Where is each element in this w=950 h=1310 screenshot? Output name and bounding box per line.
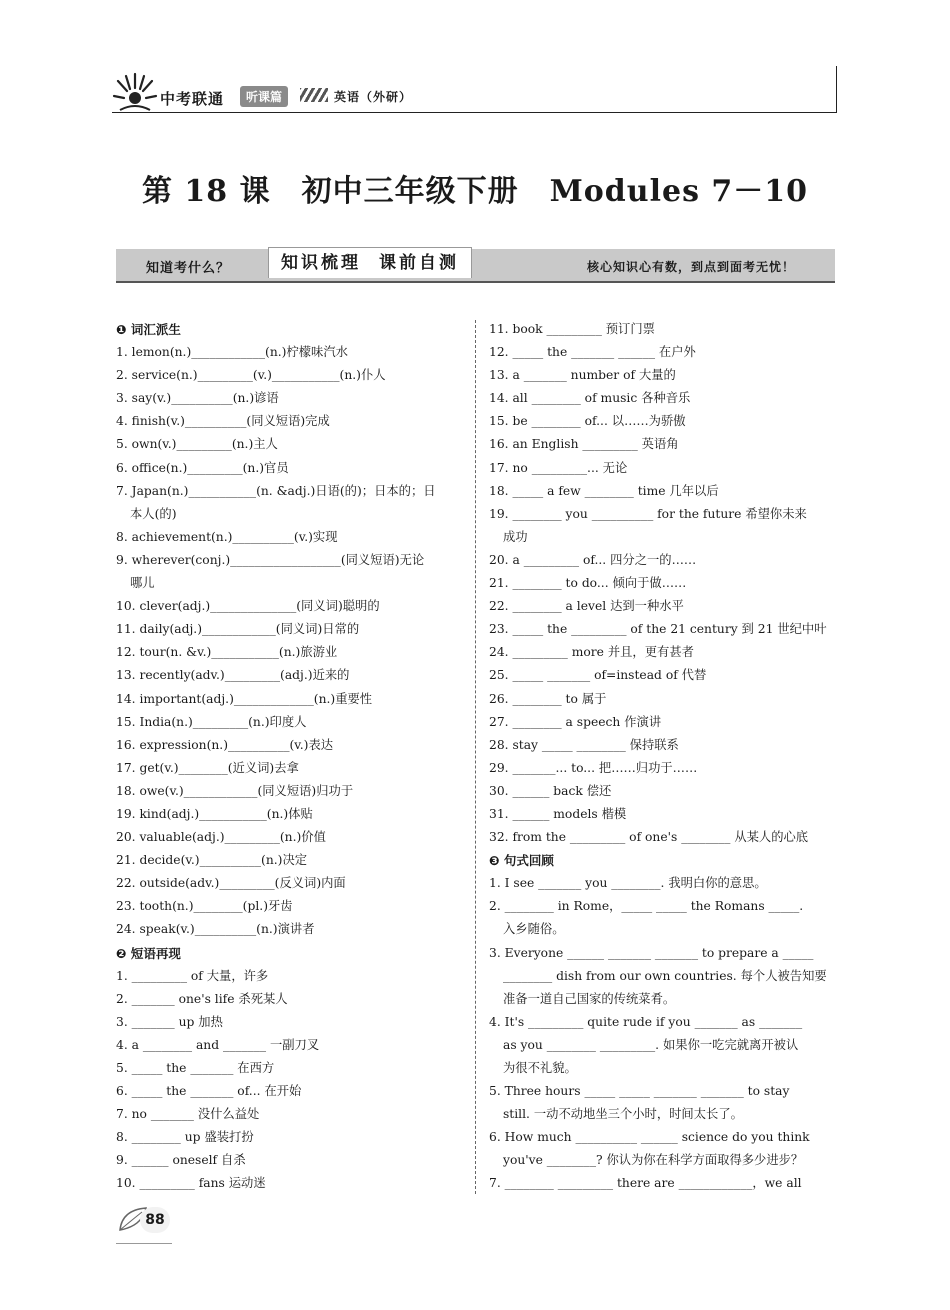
exercise-line: 8. achievement(n.)__________(v.)实现 bbox=[116, 529, 338, 544]
exercise-line: 10. clever(adj.)______________(同义词)聪明的 bbox=[116, 599, 380, 614]
footer-rule bbox=[116, 1243, 172, 1244]
exercise-line: 准备一道自己国家的传统菜肴。 bbox=[503, 991, 676, 1006]
exercise-line: 19. ________ you __________ for the future 希望你未来 bbox=[489, 506, 807, 521]
exercise-line: 19. kind(adj.)___________(n.)体贴 bbox=[116, 806, 313, 821]
section-band bbox=[116, 249, 835, 283]
exercise-line: 1. I see _______ you ________. 我明白你的意思。 bbox=[489, 876, 767, 891]
exercise-line: 5. Three hours _____ _____ _______ _______ to stay bbox=[489, 1084, 790, 1099]
exercise-line: 17. no _________... 无论 bbox=[489, 460, 628, 475]
exercise-line: 15. be ________ of... 以……为骄傲 bbox=[489, 414, 686, 429]
exercise-line: 28. stay _____ ________ 保持联系 bbox=[489, 737, 679, 752]
exercise-line: 6. _____ the _______ of... 在开始 bbox=[116, 1084, 302, 1099]
exercise-line: 7. ________ _________ there are ____________，we all bbox=[489, 1176, 802, 1191]
page-header bbox=[112, 66, 837, 118]
exercise-line: 11. book _________ 预订门票 bbox=[489, 322, 655, 336]
exercise-line: 22. ________ a level 达到一种水平 bbox=[489, 599, 684, 614]
exercise-line: 11. daily(adj.)____________(同义词)日常的 bbox=[116, 622, 360, 637]
header-rule bbox=[112, 112, 837, 113]
exercise-line: 为很不礼貌。 bbox=[503, 1061, 577, 1075]
exercise-line: 18. owe(v.)____________(同义短语)归功于 bbox=[116, 783, 354, 798]
exercise-line: 20. a _________ of... 四分之一的…… bbox=[489, 552, 697, 567]
sun-logo-icon bbox=[112, 68, 158, 114]
series-badge: 听课篇 bbox=[240, 86, 288, 107]
page-number: 88 bbox=[140, 1207, 170, 1233]
exercise-line: 9. ______ oneself 自杀 bbox=[116, 1153, 246, 1168]
exercise-line: 13. a _______ number of 大量的 bbox=[489, 368, 676, 383]
exercise-line: 12. tour(n. &v.)___________(n.)旅游业 bbox=[116, 645, 338, 660]
exercise-line: 6. How much __________ ______ science do you think bbox=[489, 1130, 810, 1145]
exercise-line: 5. _____ the _______ 在西方 bbox=[116, 1061, 275, 1075]
exercise-line: 2. service(n.)_________(v.)___________(n.)仆人 bbox=[116, 368, 386, 383]
exercise-line: 10. _________ fans 运动迷 bbox=[116, 1176, 266, 1191]
section-heading: ❸ 句式回顾 bbox=[489, 853, 554, 869]
exercise-line: 4. finish(v.)__________(同义短语)完成 bbox=[116, 414, 330, 429]
exercise-line: 4. It's _________ quite rude if you _______ as _______ bbox=[489, 1014, 803, 1029]
exercise-line: 23. _____ the _________ of the 21 century 到 21 世纪中叶 bbox=[489, 622, 827, 637]
exercise-line: 本人(的) bbox=[130, 506, 177, 521]
exercise-line: 入乡随俗。 bbox=[503, 922, 565, 937]
exercise-line: 3. Everyone ______ _______ _______ to prepare a _____ bbox=[489, 945, 814, 960]
header-corner-line bbox=[836, 66, 837, 112]
exercise-line: 7. no _______ 没什么益处 bbox=[116, 1107, 260, 1122]
subject-label: 英语（外研） bbox=[334, 90, 413, 104]
exercise-line: 5. own(v.)_________(n.)主人 bbox=[116, 437, 278, 452]
exercise-line: 29. _______... to... 把……归功于…… bbox=[489, 760, 698, 775]
band-left-text: 知道考什么？ bbox=[146, 261, 231, 276]
column-divider bbox=[475, 320, 476, 1194]
brand-name: 中考联通 bbox=[160, 90, 225, 108]
exercise-line: 23. tooth(n.)________(pl.)牙齿 bbox=[116, 899, 293, 914]
exercise-line: 8. ________ up 盛装打扮 bbox=[116, 1130, 254, 1145]
band-right-text: 核心知识心有数，到点到面考无忧！ bbox=[586, 260, 795, 274]
exercise-line: 1. lemon(n.)____________(n.)柠檬味汽水 bbox=[116, 345, 348, 360]
exercise-line: 成功 bbox=[503, 529, 528, 544]
exercise-line: 2. _______ one's life 杀死某人 bbox=[116, 991, 288, 1006]
exercise-line: 9. wherever(conj.)__________________(同义短语)无论 bbox=[116, 552, 425, 567]
band-center-a: 知识梳理 bbox=[281, 253, 361, 273]
exercise-line: 18. _____ a few ________ time 几年以后 bbox=[489, 483, 719, 498]
exercise-line: 22. outside(adv.)_________(反义词)内面 bbox=[116, 876, 346, 891]
exercise-line: 20. valuable(adj.)_________(n.)价值 bbox=[116, 830, 326, 845]
exercise-line: 14. important(adj.)_____________(n.)重要性 bbox=[116, 691, 373, 706]
exercise-line: 2. ________ in Rome，_____ _____ the Romans _____. bbox=[489, 899, 804, 914]
exercise-line: 32. from the _________ of one's ________ 从某人的心底 bbox=[489, 830, 809, 845]
exercise-line: 1. _________ of 大量，许多 bbox=[116, 968, 269, 983]
exercise-line: 24. speak(v.)__________(n.)演讲者 bbox=[116, 922, 315, 937]
exercise-line: 31. ______ models 楷模 bbox=[489, 806, 627, 821]
exercise-line: 7. Japan(n.)___________(n. &adj.)日语(的)；日本的；日 bbox=[116, 483, 436, 498]
exercise-line: 14. all ________ of music 各种音乐 bbox=[489, 391, 691, 406]
band-center-b: 课前自测 bbox=[379, 253, 459, 273]
section-heading: ❷ 短语再现 bbox=[116, 945, 181, 961]
exercise-line: 13. recently(adv.)_________(adj.)近来的 bbox=[116, 668, 350, 683]
exercise-line: ________ dish from our own countries. 每个人被告知要 bbox=[503, 968, 827, 983]
exercise-line: 25. _____ _______ of=instead of 代替 bbox=[489, 668, 707, 683]
exercise-line: 24. _________ more 并且，更有甚者 bbox=[489, 645, 694, 660]
exercise-line: 12. _____ the _______ ______ 在户外 bbox=[489, 345, 696, 360]
exercise-line: 3. _______ up 加热 bbox=[116, 1014, 223, 1029]
exercise-line: 哪儿 bbox=[130, 576, 155, 591]
exercise-line: 16. expression(n.)__________(v.)表达 bbox=[116, 737, 334, 752]
exercise-line: 30. ______ back 偿还 bbox=[489, 783, 612, 798]
left-column bbox=[116, 318, 464, 1196]
exercise-line: still. 一动不动地坐三个小时，时间太长了。 bbox=[503, 1107, 743, 1122]
exercise-line: 6. office(n.)_________(n.)官员 bbox=[116, 460, 289, 475]
exercise-line: you've ________? 你认为你在科学方面取得多少进步？ bbox=[503, 1153, 804, 1168]
lesson-title: 第 18 课 初中三年级下册 Modules 7－10 bbox=[141, 174, 809, 209]
band-center-tab bbox=[268, 247, 472, 278]
exercise-line: 4. a ________ and _______ 一副刀叉 bbox=[116, 1037, 320, 1052]
section-heading: ❶ 词汇派生 bbox=[116, 322, 181, 337]
exercise-line: as you ________ _________. 如果你一吃完就离开被认 bbox=[503, 1037, 799, 1052]
right-column bbox=[489, 318, 837, 1196]
stripe-decoration bbox=[300, 88, 328, 102]
exercise-line: 26. ________ to 属于 bbox=[489, 691, 607, 706]
exercise-line: 21. decide(v.)__________(n.)决定 bbox=[116, 853, 308, 868]
exercise-line: 15. India(n.)_________(n.)印度人 bbox=[116, 714, 307, 729]
exercise-line: 17. get(v.)________(近义词)去拿 bbox=[116, 760, 299, 775]
exercise-line: 27. ________ a speech 作演讲 bbox=[489, 714, 662, 729]
exercise-line: 21. ________ to do... 倾向于做…… bbox=[489, 576, 687, 591]
exercise-line: 16. an English _________ 英语角 bbox=[489, 437, 679, 452]
exercise-line: 3. say(v.)__________(n.)谚语 bbox=[116, 391, 279, 406]
